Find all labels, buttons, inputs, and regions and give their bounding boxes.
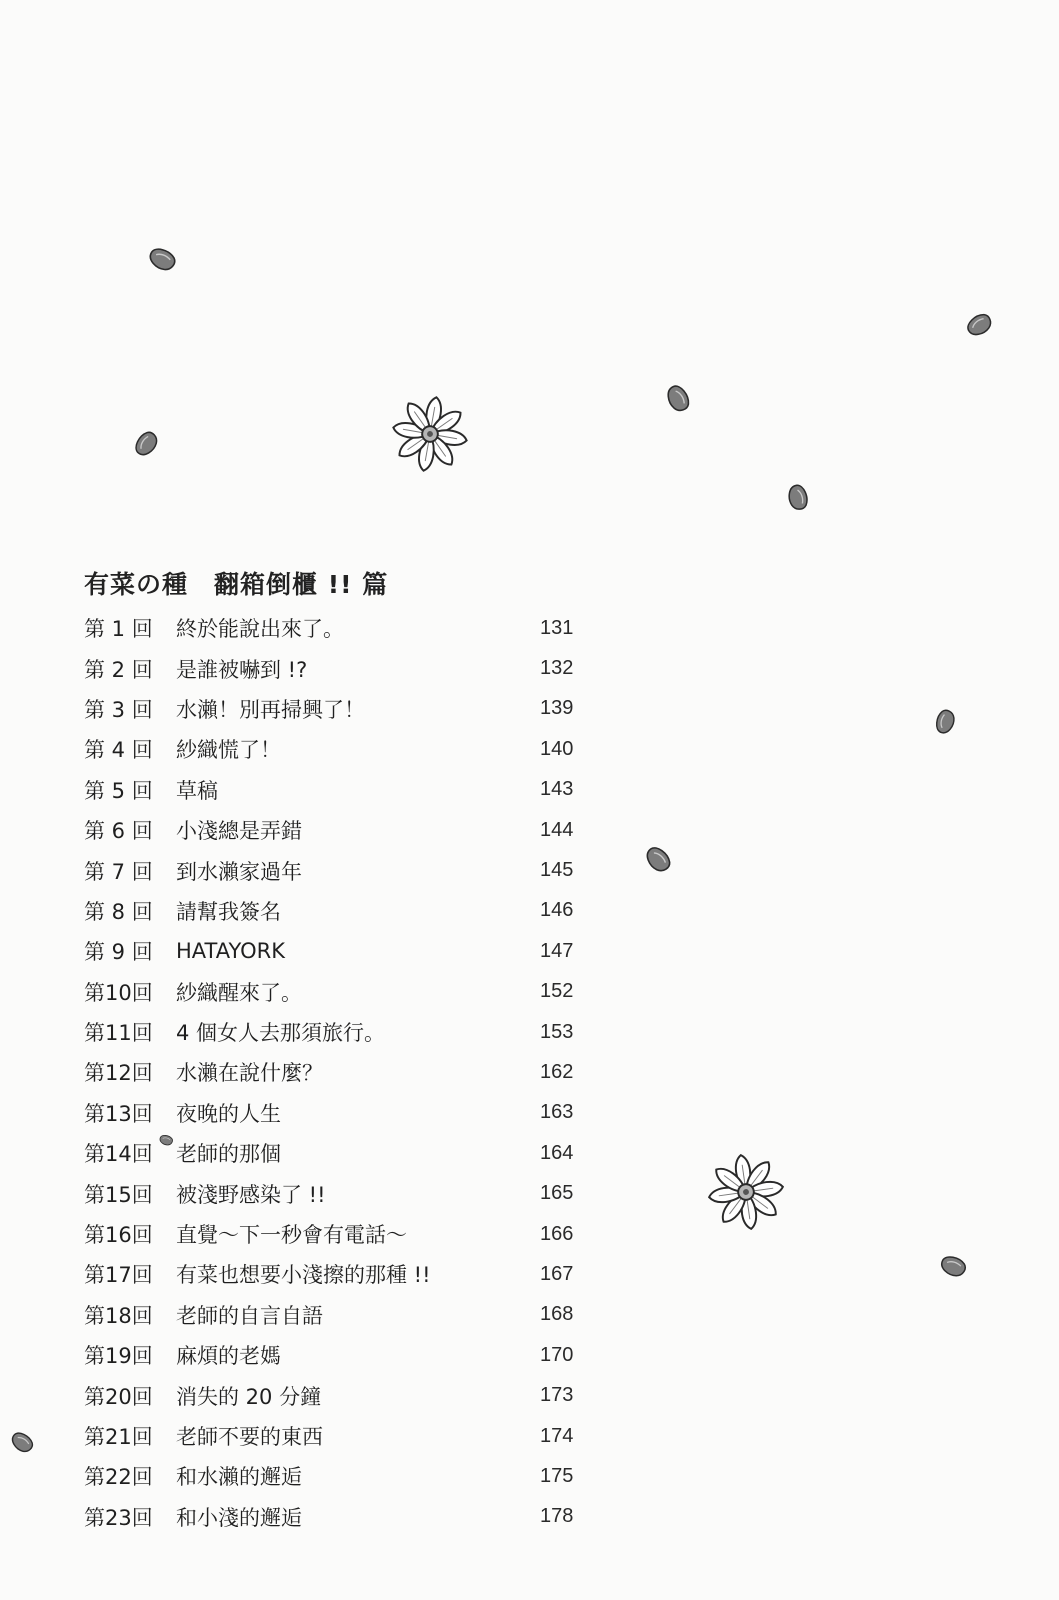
page-number: 132 — [540, 657, 574, 680]
flower-top-icon — [387, 391, 473, 477]
page-number: 165 — [540, 1182, 574, 1205]
chapter-number: 第 3 回 — [84, 697, 153, 722]
chapter-title: 水瀨在說什麼？ — [176, 1061, 323, 1086]
chapter-number: 第13回 — [84, 1101, 153, 1126]
chapter-row — [84, 1214, 604, 1254]
page-number: 162 — [540, 1060, 574, 1083]
chapter-number: 第 9 回 — [84, 940, 153, 965]
petal-icon — [935, 709, 955, 734]
page-number: 144 — [540, 818, 574, 841]
chapter-title: 直覺～下一秒會有電話～ — [176, 1223, 407, 1248]
chapter-title: 夜晚的人生 — [176, 1101, 281, 1126]
page-number: 140 — [540, 737, 574, 760]
chapter-row — [84, 1497, 604, 1537]
chapter-title: 草稿 — [176, 778, 218, 803]
chapter-row — [84, 810, 604, 850]
chapter-row — [84, 1295, 604, 1335]
chapter-number: 第10回 — [84, 980, 153, 1005]
chapter-title: HATAYORK — [176, 939, 286, 964]
chapter-title: 和水瀨的邂逅 — [176, 1465, 302, 1490]
chapter-row — [84, 1254, 604, 1294]
petal-icon — [939, 1255, 967, 1278]
chapter-number: 第23回 — [84, 1505, 153, 1530]
chapter-row — [84, 931, 604, 971]
chapter-row — [84, 1012, 604, 1052]
chapter-title: 消失的 20 分鐘 — [176, 1384, 322, 1409]
chapter-title: 小淺總是弄錯 — [176, 819, 302, 844]
section-title-main: 有菜の種 — [84, 570, 189, 599]
chapter-row — [84, 1456, 604, 1496]
chapter-title: 終於能說出來了。 — [176, 617, 344, 642]
chapter-title: 老師的那個 — [176, 1142, 281, 1167]
chapter-row — [84, 648, 604, 688]
chapter-number: 第20回 — [84, 1384, 153, 1409]
page-number: 175 — [540, 1464, 574, 1487]
chapter-number: 第21回 — [84, 1425, 153, 1449]
petal-icon — [147, 246, 177, 272]
chapter-title: 到水瀨家過年 — [176, 859, 302, 884]
page-number: 173 — [540, 1384, 574, 1407]
petal-icon — [133, 429, 160, 459]
chapter-row — [84, 1052, 604, 1092]
section-title-sub: 翻箱倒櫃 !! 篇 — [214, 570, 389, 599]
chapter-number: 第22回 — [84, 1465, 153, 1490]
petal-icon — [786, 483, 811, 512]
chapter-row — [84, 1416, 604, 1456]
page-number: 152 — [540, 980, 574, 1003]
chapter-number: 第12回 — [84, 1061, 153, 1086]
chapter-title: 麻煩的老媽 — [176, 1344, 281, 1369]
chapter-number: 第 7 回 — [84, 859, 153, 884]
chapter-number: 第 1 回 — [84, 617, 153, 642]
chapter-number: 第 5 回 — [84, 778, 153, 803]
chapter-title: 老師不要的東西 — [176, 1425, 323, 1449]
chapter-title: 4 個女人去那須旅行。 — [176, 1021, 386, 1046]
chapter-number: 第 2 回 — [84, 657, 153, 682]
chapter-row — [84, 608, 604, 648]
chapter-title: 老師的自言自語 — [176, 1303, 323, 1328]
chapter-number: 第 8 回 — [84, 899, 153, 924]
chapter-number: 第15回 — [84, 1182, 153, 1207]
page-number: 178 — [540, 1505, 574, 1528]
chapter-title: 和小淺的邂逅 — [176, 1505, 302, 1530]
chapter-title: 紗織慌了！ — [176, 738, 281, 763]
table-of-contents — [84, 565, 604, 1537]
page-number: 163 — [540, 1101, 574, 1124]
page-number: 131 — [540, 616, 574, 639]
chapter-row — [84, 1173, 604, 1213]
page-number: 167 — [540, 1262, 574, 1285]
flower-bottom-icon — [704, 1150, 788, 1234]
chapter-number: 第17回 — [84, 1263, 153, 1288]
petal-icon — [643, 844, 674, 874]
chapter-title: 是誰被嚇到 !? — [176, 657, 308, 682]
chapter-number: 第19回 — [84, 1344, 153, 1369]
chapter-list — [84, 608, 604, 1537]
chapter-title: 被淺野感染了 !! — [176, 1182, 326, 1207]
page-number: 170 — [540, 1343, 574, 1366]
chapter-title: 請幫我簽名 — [176, 899, 281, 924]
petal-icon — [965, 311, 995, 340]
chapter-row — [84, 729, 604, 769]
chapter-number: 第16回 — [84, 1223, 153, 1248]
page-number: 168 — [540, 1303, 574, 1326]
page-number: 164 — [540, 1141, 574, 1164]
page-number: 139 — [540, 697, 574, 720]
page-number: 174 — [540, 1424, 574, 1447]
chapter-number: 第11回 — [84, 1021, 153, 1046]
chapter-number: 第 4 回 — [84, 738, 153, 763]
page-number: 146 — [540, 899, 574, 922]
chapter-row — [84, 891, 604, 931]
chapter-row — [84, 1093, 604, 1133]
petal-icon — [9, 1430, 35, 1454]
page-number: 147 — [540, 939, 574, 962]
chapter-row — [84, 689, 604, 729]
chapter-row — [84, 1335, 604, 1375]
chapter-number: 第 6 回 — [84, 819, 153, 844]
chapter-row — [84, 972, 604, 1012]
chapter-title: 有菜也想要小淺擦的那種 !! — [176, 1263, 431, 1288]
page-number: 145 — [540, 859, 574, 882]
petal-icon — [663, 383, 693, 414]
chapter-row — [84, 770, 604, 810]
chapter-row — [84, 1375, 604, 1415]
chapter-row — [84, 850, 604, 890]
page-number: 143 — [540, 778, 574, 801]
page-number: 166 — [540, 1222, 574, 1245]
chapter-number: 第14回 — [84, 1142, 153, 1167]
page-number: 153 — [540, 1020, 574, 1043]
chapter-row — [84, 1133, 604, 1173]
section-title — [84, 565, 604, 605]
chapter-title: 紗織醒來了。 — [176, 980, 302, 1005]
chapter-number: 第18回 — [84, 1303, 153, 1328]
chapter-title: 水瀨！別再掃興了！ — [176, 697, 365, 722]
